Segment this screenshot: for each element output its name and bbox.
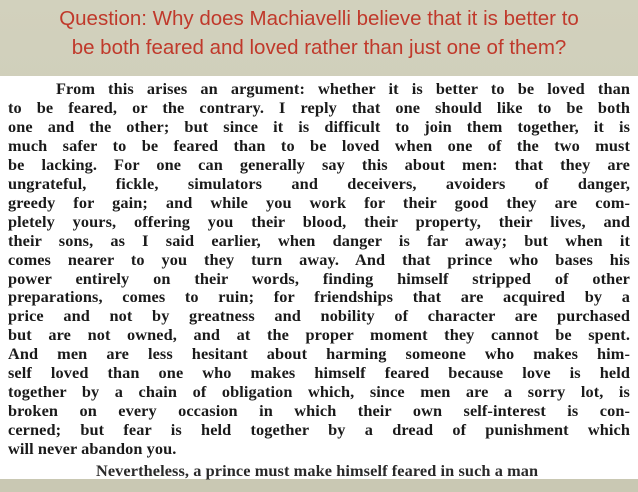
cut-off-line-text: Nevertheless, a prince must make himself feared in such a man bbox=[96, 461, 539, 480]
passage-line: be lacking. For one can generally say this about men: that they are bbox=[8, 154, 630, 174]
question-heading bbox=[0, 4, 638, 62]
passage-line: pletely yours, offering you their blood, their property, their lives, and bbox=[8, 211, 630, 231]
passage-line: cerned; but fear is held together by a dread of punishment which bbox=[8, 420, 630, 440]
passage-line: broken on every occasion in which their own self-interest is con- bbox=[8, 401, 630, 421]
passage-line: greedy for gain; and while you work for their good they are com- bbox=[8, 192, 630, 212]
passage-line: much safer to be feared than to be loved when one of the two must bbox=[8, 135, 630, 155]
passage-line: together by a chain of obligation which, since men are a sorry lot, is bbox=[8, 382, 630, 402]
passage-line: but are not owned, and at the proper moment they cannot be spent. bbox=[8, 325, 630, 345]
passage-line: power entirely on their words, finding himself stripped of other bbox=[8, 268, 630, 288]
passage-line: to be feared, or the contrary. I reply that one should like to be both bbox=[8, 97, 630, 117]
scanned-passage bbox=[0, 76, 638, 479]
passage-line: And men are less hesitant about harming someone who makes him- bbox=[8, 344, 630, 364]
passage-line: will never abandon you. bbox=[8, 439, 177, 459]
question-line-1: Question: Why does Machiavelli believe that it is better to bbox=[59, 7, 579, 30]
passage-line: ungrateful, fickle, simulators and deceivers, avoiders of danger, bbox=[8, 173, 630, 193]
passage-text bbox=[0, 76, 638, 459]
passage-line: From this arises an argument: whether it is better to be loved than bbox=[56, 79, 630, 98]
passage-line: their sons, as I said earlier, when danger is far away; but when it bbox=[8, 230, 630, 250]
question-line-2: be both feared and loved rather than just one of them? bbox=[71, 36, 567, 59]
passage-line: self loved than one who makes himself feared because love is held bbox=[8, 363, 630, 383]
passage-line: preparations, comes to ruin; for friendships that are acquired by a bbox=[8, 287, 630, 307]
passage-line: price and not by greatness and nobility of character are purchased bbox=[8, 306, 630, 326]
cut-off-line bbox=[96, 461, 616, 482]
passage-line: comes nearer to you they turn away. And that prince who bases his bbox=[8, 249, 630, 269]
passage-line: one and the other; but since it is difficult to join them together, it is bbox=[8, 116, 630, 136]
